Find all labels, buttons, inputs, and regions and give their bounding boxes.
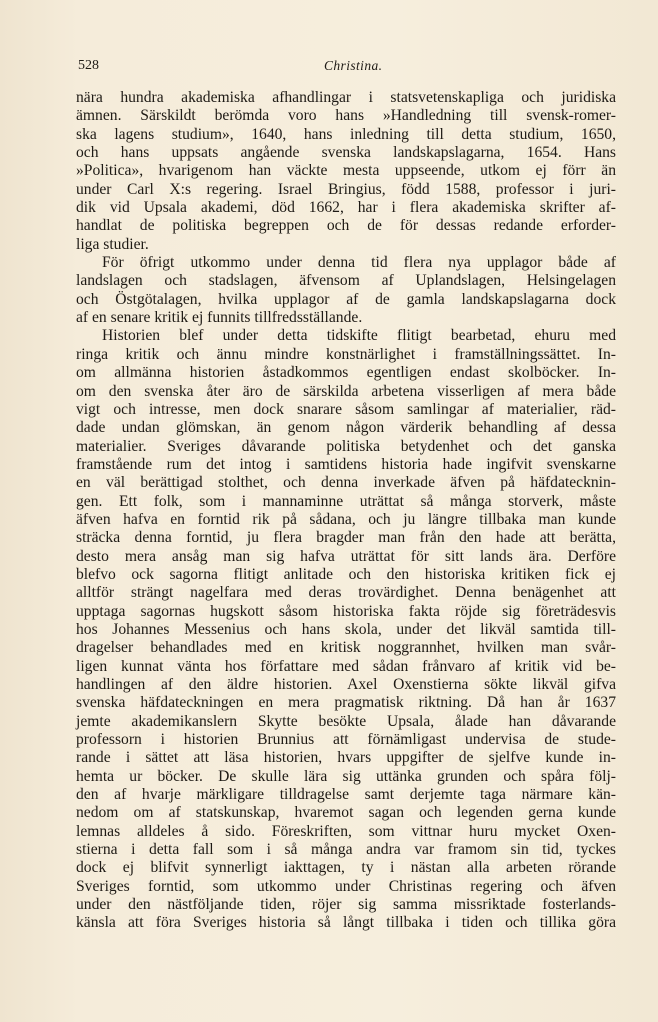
- text-line: om den svenska åter äro de särskilda arbetena visserligen af mera både: [76, 382, 616, 400]
- text-line: Historien blef under detta tidskifte flitigt bearbetad, ehuru med: [102, 327, 616, 345]
- text-line: desto mera ansåg man sig hafva uträttat för sitt lands ära. Derföre: [76, 547, 616, 565]
- running-title: Christina.: [324, 58, 383, 73]
- text-line: den af hvarje märkligare tilldragelse samt derjemte taga närmare kän-: [76, 786, 616, 804]
- text-line: jemte akademikanslern Skytte besökte Upsala, ålade han dåvarande: [76, 712, 616, 730]
- text-line: svenska häfdateckningen en mera pragmatisk riktning. Då han år 1637: [76, 694, 616, 712]
- text-line: liga studier.: [76, 235, 149, 253]
- text-line: Sveriges forntid, som utkommo under Christinas regering och äfven: [76, 877, 616, 895]
- text-line: och Östgötalagen, hvilka upplagor af de gamla landskapslagarna dock: [76, 290, 616, 308]
- text-line: hos Johannes Messenius och hans skola, under det likväl samtida till-: [76, 620, 616, 638]
- text-line: framstående rum det intog i samtidens historia hade ingifvit svenskarne: [76, 455, 616, 473]
- text-line: under den nästföljande tiden, röjer sig samma missriktade fosterlands-: [76, 896, 616, 914]
- text-line: lemnas alldeles å sido. Föreskriften, som vittnar huru mycket Oxen-: [76, 822, 616, 840]
- text-line: om allmänna historien åstadkommos egentligen endast skolböcker. In-: [76, 364, 616, 382]
- text-line: äfven hafva en forntid rik på sådana, och ju längre tillbaka man kunde: [76, 510, 616, 528]
- text-line: handlingen af den äldre historien. Axel Oxenstierna sökte likväl gifva: [76, 676, 616, 693]
- text-line: gen. Ett folk, som i mannaminne uträttat så många storverk, måste: [76, 492, 616, 510]
- text-line: nära hundra akademiska afhandlingar i statsvetenskapliga och juridiska: [76, 89, 616, 106]
- text-line: dik vid Upsala akademi, död 1662, har i flera akademiska skrifter af-: [76, 199, 616, 217]
- text-line: stierna i detta fall som i så många andra var framom sin tid, tyckes: [76, 841, 616, 859]
- text-line: under Carl X:s regering. Israel Bringius, född 1588, professor i juri-: [76, 180, 616, 198]
- text-line: sträcka denna forntid, ju flera bragder man från den hade att berätta,: [76, 529, 616, 547]
- text-line: ringa kritik och ännu mindre konstnärlighet i framställningssättet. In-: [76, 345, 616, 363]
- text-line: af en senare kritik ej funnits tillfredsställande.: [76, 309, 363, 327]
- text-line: dade undan glömskan, än genom någon värderik behandling af dessa: [76, 419, 616, 437]
- text-line: och hans uppsats angående svenska landskapslagarna, 1654. Hans: [76, 144, 616, 162]
- text-line: materialier. Sveriges dåvarande politiska betydenhet och det ganska: [76, 437, 616, 455]
- text-line: professorn i historien Brunnius att förnämligast undervisa de stude-: [76, 731, 616, 749]
- text-line: ämnen. Särskildt berömda voro hans »Handledning till svensk-romer-: [76, 107, 616, 125]
- text-line: dock ej blifvit synnerligt iakttagen, ty i nästan alla arbeten rörande: [76, 859, 616, 877]
- text-line: ska lagens studium», 1640, hans inledning till detta studium, 1650,: [76, 125, 616, 143]
- text-line: handlat de politiska begreppen och de för dessas redande erforder-: [76, 217, 616, 235]
- text-line: vigt och intresse, men dock snarare såsom samlingar af materialier, räd-: [76, 400, 616, 418]
- text-line: landslagen och stadslagen, äfvensom af Uplandslagen, Helsingelagen: [76, 272, 616, 290]
- text-line: alltför strängt nagelfara med deras trovärdighet. Denna benägenhet att: [76, 584, 616, 602]
- text-line: »Politica», hvarigenom han väckte mesta uppseende, utkom ej förr än: [76, 162, 616, 180]
- text-line: hemta ur böcker. De skulle lära sig uttänka grunden och spåra följ-: [76, 767, 616, 785]
- text-line: rande i sättet att läsa historien, hvars uppgifter de sjelfve kunde in-: [76, 749, 616, 767]
- text-line: blefvo ock sagorna flitigt anlitade och den historiska kritiken fick ej: [76, 565, 616, 583]
- text-line: upptaga sagornas hugskott såsom historiska fakta röjde sig företrädesvis: [76, 602, 616, 620]
- page-number: 528: [78, 58, 99, 73]
- body-text: [76, 89, 616, 933]
- text-line: nedom om af statskunskap, hvaremot sagan och legenden gerna kunde: [76, 804, 616, 822]
- page-header: [78, 58, 608, 78]
- text-line: För öfrigt utkommo under denna tid flera nya upplagor både af: [102, 254, 616, 272]
- text-line: ligen kunnat vänta hos författare med sådan frånvaro af kritik vid be-: [76, 657, 616, 675]
- text-line: dragelser behandlades med en kritisk noggrannhet, hvilken man svår-: [76, 639, 616, 657]
- text-line: en väl berättigad stolthet, och denna inverkade äfven på häfdatecknin-: [76, 474, 616, 492]
- text-line: känsla att föra Sveriges historia så långt tillbaka i tiden och tillika göra: [76, 914, 616, 932]
